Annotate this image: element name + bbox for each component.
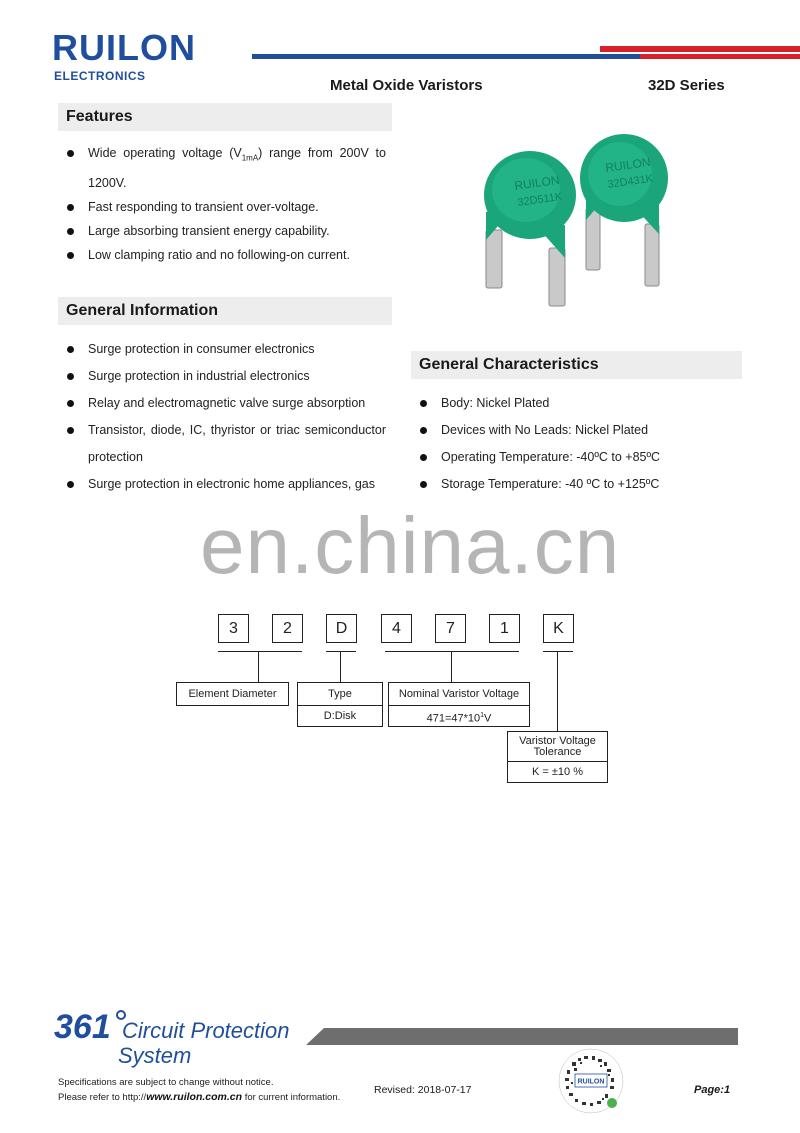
- general-characteristics-list: [413, 390, 736, 498]
- part-char-box: D: [326, 614, 357, 643]
- list-item: Surge protection in electronic home appliances, gas: [60, 471, 386, 498]
- varistor-product-photo: [470, 120, 710, 315]
- part-char-box: 7: [435, 614, 466, 643]
- header-bar-blue: [252, 54, 672, 59]
- list-item: Transistor, diode, IC, thyristor or triac semiconductor protection: [60, 417, 386, 471]
- header-bar-red: [600, 46, 800, 52]
- list-item: Operating Temperature: -40ºC to +85ºC: [413, 444, 736, 471]
- tolerance-value-box: K = ±10 %: [507, 761, 608, 783]
- part-char-box: 1: [489, 614, 520, 643]
- svg-text:RUILON: RUILON: [513, 172, 561, 193]
- list-item: Surge protection in consumer electronics: [60, 336, 386, 363]
- features-list: [60, 141, 386, 267]
- list-item: Fast responding to transient over-voltage.: [60, 195, 386, 219]
- company-logo: RUILON: [52, 27, 196, 68]
- connector-line: [340, 651, 341, 682]
- bracket-line: [326, 651, 356, 652]
- bracket-line: [543, 651, 573, 652]
- part-char-box: 4: [381, 614, 412, 643]
- qr-code[interactable]: [558, 1048, 624, 1114]
- header-bar-red-lower: [640, 54, 800, 59]
- brand-tagline-line1: Circuit Protection: [122, 1018, 290, 1043]
- list-item: Surge protection in industrial electronics: [60, 363, 386, 390]
- general-characteristics-heading: General Characteristics: [411, 351, 742, 379]
- connector-line: [451, 651, 452, 682]
- bracket-line: [385, 651, 519, 652]
- svg-text:RUILON: RUILON: [604, 154, 652, 175]
- qr-logo-text: RUILON: [577, 1078, 605, 1086]
- svg-text:32D431K: 32D431K: [606, 172, 654, 191]
- element-diameter-box: Element Diameter: [176, 682, 289, 706]
- connector-line: [258, 651, 259, 682]
- bracket-line: [218, 651, 302, 652]
- svg-text:32D511K: 32D511K: [516, 190, 564, 209]
- revised-date: Revised: 2018-07-17: [374, 1084, 472, 1096]
- list-item: Body: Nickel Plated: [413, 390, 736, 417]
- part-char-box: K: [543, 614, 574, 643]
- footer-notice-line2: Please refer to http://www.ruilon.com.cn for current information.: [58, 1091, 341, 1103]
- connector-line: [557, 651, 558, 731]
- watermark: en.china.cn: [200, 501, 621, 590]
- list-item: Relay and electromagnetic valve surge absorption: [60, 390, 386, 417]
- part-char-box: 3: [218, 614, 249, 643]
- list-item: Storage Temperature: -40 ºC to +125ºC: [413, 471, 736, 498]
- brand-361-number: 361: [54, 1008, 111, 1046]
- list-item: Devices with No Leads: Nickel Plated: [413, 417, 736, 444]
- list-item: Low clamping ratio and no following-on current.: [60, 243, 386, 267]
- company-subtitle: ELECTRONICS: [54, 69, 146, 83]
- list-item: Wide operating voltage $(V_{1mA})$ range from 200V to 1200V.: [60, 141, 386, 195]
- type-value-box: D:Disk: [297, 705, 383, 727]
- type-label-box: Type: [297, 682, 383, 706]
- list-item: Large absorbing transient energy capability.: [60, 219, 386, 243]
- page-number: Page:1: [694, 1084, 731, 1096]
- tolerance-label-box: Varistor Voltage Tolerance: [507, 731, 608, 762]
- general-information-list: [60, 336, 386, 498]
- nominal-voltage-value-box: $471=47*10^1V$: [388, 705, 530, 727]
- general-information-heading: General Information: [58, 297, 392, 325]
- brand-tagline-line2: System: [118, 1043, 192, 1068]
- website-link[interactable]: www.ruilon.com.cn: [146, 1091, 243, 1103]
- footer-bar: [306, 1028, 738, 1045]
- series-label: 32D Series: [648, 77, 725, 94]
- document-title: Metal Oxide Varistors: [330, 77, 483, 94]
- nominal-voltage-label-box: Nominal Varistor Voltage: [388, 682, 530, 706]
- features-heading: Features: [58, 103, 392, 131]
- part-char-box: 2: [272, 614, 303, 643]
- footer-notice-line1: Specifications are subject to change without notice.: [58, 1077, 274, 1088]
